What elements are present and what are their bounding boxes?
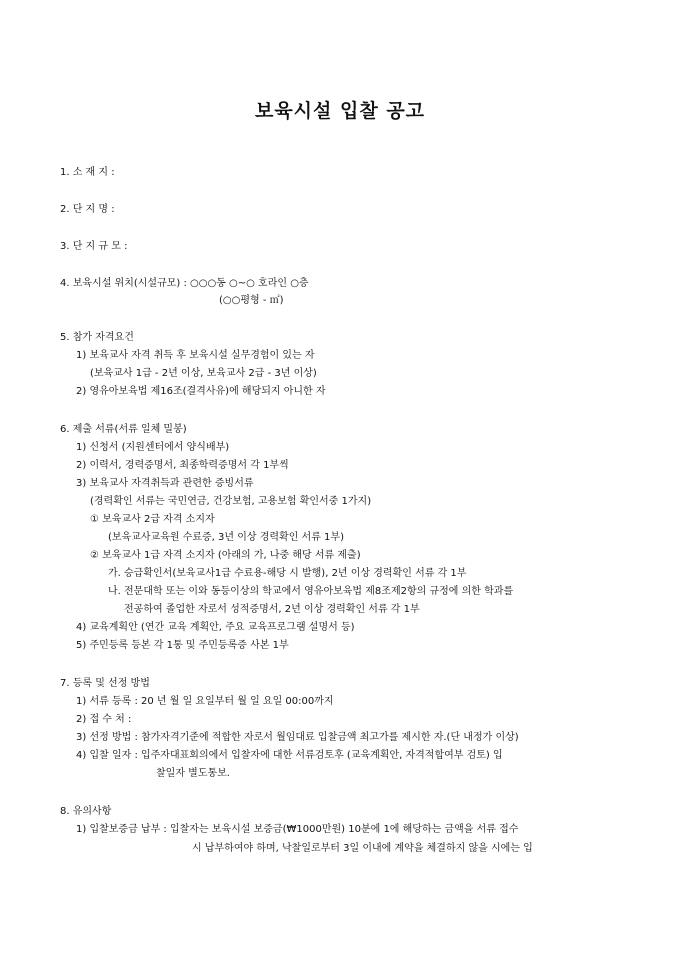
text-line: ② 보육교사 1급 자격 소지자 (아래의 가, 나중 해당 서류 제출)	[90, 550, 361, 561]
text-line: 1) 서류 등록 : 20 년 월 일 요일부터 월 일 요일 00:00까지	[76, 696, 334, 707]
text-line: 시 납부하여야 하며, 낙찰일로부터 3일 이내에 계약을 체결하지 않을 시에는 입	[192, 843, 533, 854]
text-line: 6. 제출 서류(서류 일체 밀봉)	[60, 424, 187, 435]
text-line: 1) 입찰보증금 납부 : 입찰자는 보육시설 보증금(₩1000만원) 10분에 1에 해당하는 금액을 서류 접수	[76, 824, 519, 835]
text-line: 8. 유의사항	[60, 806, 112, 817]
text-line: 1) 신청서 (지원센터에서 양식배부)	[76, 442, 230, 453]
text-line: 4) 교육계획안 (연간 교육 계획안, 주요 교육프로그램 설명서 등)	[76, 622, 355, 633]
text-line: 3) 보육교사 자격취득과 관련한 증빙서류	[76, 478, 254, 489]
text-line: 2) 이력서, 경력증명서, 최종학력증명서 각 1부씩	[76, 460, 289, 471]
text-line: 4. 보육시설 위치(시설규모) : ○○○동 ○~○ 호라인 ○층	[60, 278, 309, 289]
text-line: 2) 접 수 처 :	[76, 714, 132, 725]
text-line: 3) 선정 방법 : 참가자격기준에 적합한 자로서 월임대료 입찰금액 최고가를 제시한 자.(단 내정가 이상)	[76, 732, 519, 743]
text-line: 4) 입찰 일자 : 입주자대표회의에서 입찰자에 대한 서류검토후 (교육계획안, 자격적합여부 검토) 입	[76, 750, 503, 761]
text-line: 1. 소 재 지 :	[60, 167, 115, 178]
text-line: 2. 단 지 명 :	[60, 204, 115, 215]
text-line: 찰일자 별도통보.	[156, 768, 230, 779]
text-line: 5. 참가 자격요건	[60, 332, 134, 343]
page-title: 보육시설 입찰 공고	[254, 100, 426, 122]
text-line: 2) 영유아보육법 제16조(결격사유)에 해당되지 아니한 자	[76, 386, 326, 397]
text-line: 가. 승급확인서(보육교사1급 수료용-해당 시 발행), 2년 이상 경력확인 서류 각 1부	[108, 568, 467, 579]
text-line: 3. 단 지 규 모 :	[60, 241, 128, 252]
text-line: (경력확인 서류는 국민연금, 건강보험, 고용보험 확인서중 1가지)	[90, 496, 372, 507]
text-line: 1) 보육교사 자격 취득 후 보육시설 실무경험이 있는 자	[76, 350, 315, 361]
text-line: 나. 전문대학 또는 이와 동등이상의 학교에서 영유아보육법 제8조제2항의 규정에 의한 학과를	[108, 586, 514, 597]
text-line: 7. 등록 및 선정 방법	[60, 678, 150, 689]
text-line: (○○평형 - ㎡)	[219, 295, 284, 306]
text-line: ① 보육교사 2급 자격 소지자	[90, 514, 215, 525]
text-line: 전공하여 졸업한 자로서 성적증명서, 2년 이상 경력확인 서류 각 1부	[124, 604, 420, 615]
text-line: (보육교사교육원 수료증, 3년 이상 경력확인 서류 1부)	[108, 532, 344, 543]
text-line: (보육교사 1급 - 2년 이상, 보육교사 2급 - 3년 이상)	[90, 368, 317, 379]
text-line: 5) 주민등록 등본 각 1통 및 주민등록증 사본 1부	[76, 640, 289, 651]
